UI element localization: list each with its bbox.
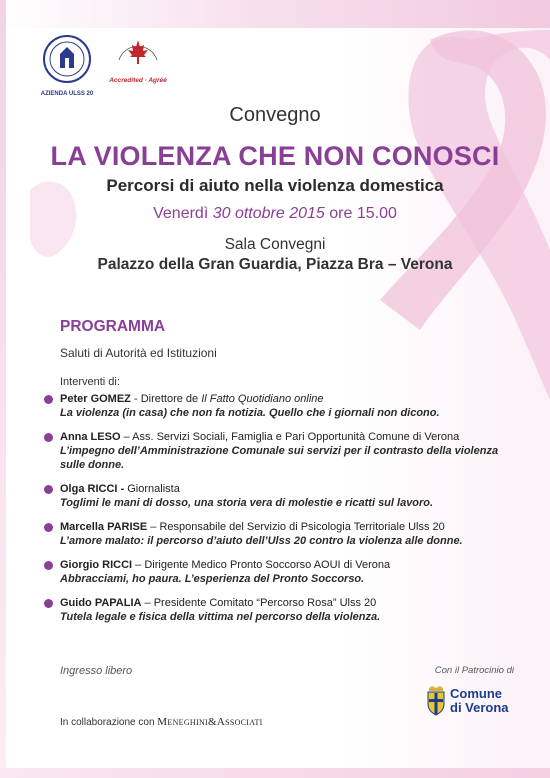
list-item xyxy=(44,520,514,548)
ulss-caption: AZIENDA ULSS 20 xyxy=(40,91,94,97)
collaboration-line xyxy=(60,716,263,728)
speaker-line xyxy=(60,482,514,496)
programma-heading: PROGRAMMA xyxy=(60,318,166,335)
ulss-logo xyxy=(36,34,98,97)
speaker-line xyxy=(60,596,514,610)
event-venue: Palazzo della Gran Guardia, Piazza Bra – Verona xyxy=(97,256,453,273)
speaker-role: Presidente Comitato “Percorso Rosa” Ulss 20 xyxy=(153,597,377,609)
list-item xyxy=(44,392,514,420)
event-title: LA VIOLENZA CHE NON CONOSCI xyxy=(50,141,500,171)
date-prefix: Venerdì xyxy=(153,205,209,222)
speaker-sep: – xyxy=(120,431,133,443)
collab-prefix: In collaborazione con xyxy=(60,717,155,728)
accreditation-logo xyxy=(108,34,168,84)
speaker-role-italic: Il Fatto Quotidiano online xyxy=(201,393,324,405)
speaker-talk: Tutela legale e fisica della vittima nel percorso della violenza. xyxy=(60,611,381,623)
speaker-role: Dirigente Medico Pronto Soccorso AOUI di Verona xyxy=(144,559,391,571)
bullet-icon xyxy=(44,599,53,608)
speaker-sep: - xyxy=(130,393,141,405)
interventi-label: Interventi di: xyxy=(60,376,120,388)
speaker-role: Responsabile del Servizio di Psicologia Territoriale Ulss 20 xyxy=(159,521,445,533)
speaker-talk: Toglimi le mani di dosso, una storia vera di molestie e ricatti sul lavoro. xyxy=(60,497,434,509)
list-item xyxy=(44,596,514,624)
ingresso-libero: Ingresso libero xyxy=(60,665,133,677)
speaker-name: Olga RICCI xyxy=(60,483,118,495)
bullet-icon xyxy=(44,485,53,494)
speaker-talk: L’amore malato: il percorso d’aiuto dell’Ulss 20 contro la violenza alle donne. xyxy=(60,535,463,547)
speakers-list xyxy=(44,392,514,634)
speaker-sep: – xyxy=(132,559,145,571)
speaker-talk: Abbracciami, ho paura. L’esperienza del Pronto Soccorso. xyxy=(60,573,365,585)
speaker-line xyxy=(60,430,514,444)
saluti-line: Saluti di Autorità ed Istituzioni xyxy=(60,346,217,360)
speaker-sep: - xyxy=(117,483,128,495)
date-main: 30 ottobre 2015 xyxy=(212,205,325,222)
speaker-talk: La violenza (in casa) che non fa notizia. Quello che i giornali non dicono. xyxy=(60,407,440,419)
speaker-name: Giorgio RICCI xyxy=(60,559,133,571)
speaker-name: Anna LESO xyxy=(60,431,121,443)
accredited-caption: Accredited · Agréé xyxy=(109,77,167,84)
event-room: Sala Convegni xyxy=(224,236,326,253)
event-subtitle: Percorsi di aiuto nella violenza domestica xyxy=(106,176,444,195)
maple-leaf-icon xyxy=(113,34,163,74)
bullet-icon xyxy=(44,523,53,532)
speaker-name: Marcella PARISE xyxy=(60,521,148,533)
list-item xyxy=(44,558,514,586)
verona-crest-icon xyxy=(426,686,446,716)
logos-row xyxy=(36,34,168,97)
speaker-role: Direttore de xyxy=(140,393,202,405)
comune-text xyxy=(450,687,509,715)
ulss-seal-icon xyxy=(42,34,92,84)
bullet-icon xyxy=(44,395,53,404)
speaker-name: Peter GOMEZ xyxy=(60,393,131,405)
patrocinio-label: Con il Patrocinio di xyxy=(434,665,514,676)
bullet-icon xyxy=(44,561,53,570)
event-date xyxy=(0,205,550,223)
speaker-line xyxy=(60,558,514,572)
speaker-talk: L’impegno dell’Amministrazione Comunale sui servizi per il contrasto della violenza sulle donne. xyxy=(60,445,499,471)
list-item xyxy=(44,430,514,472)
speaker-role: Giornalista xyxy=(127,483,180,495)
bullet-icon xyxy=(44,433,53,442)
comune-line1: Comune xyxy=(450,686,502,701)
speaker-line xyxy=(60,392,514,406)
date-suffix: ore 15.00 xyxy=(329,205,397,222)
list-item xyxy=(44,482,514,510)
speaker-sep: – xyxy=(147,521,160,533)
speaker-line xyxy=(60,520,514,534)
comune-logo xyxy=(426,686,509,716)
speaker-sep: – xyxy=(141,597,154,609)
event-kicker: Convegno xyxy=(229,104,321,126)
comune-line2: di Verona xyxy=(450,700,509,715)
speaker-name: Guido PAPALIA xyxy=(60,597,142,609)
speaker-role: Ass. Servizi Sociali, Famiglia e Pari Opportunità Comune di Verona xyxy=(132,431,460,443)
collab-brand-logo: Meneghini&Associati xyxy=(157,716,263,728)
